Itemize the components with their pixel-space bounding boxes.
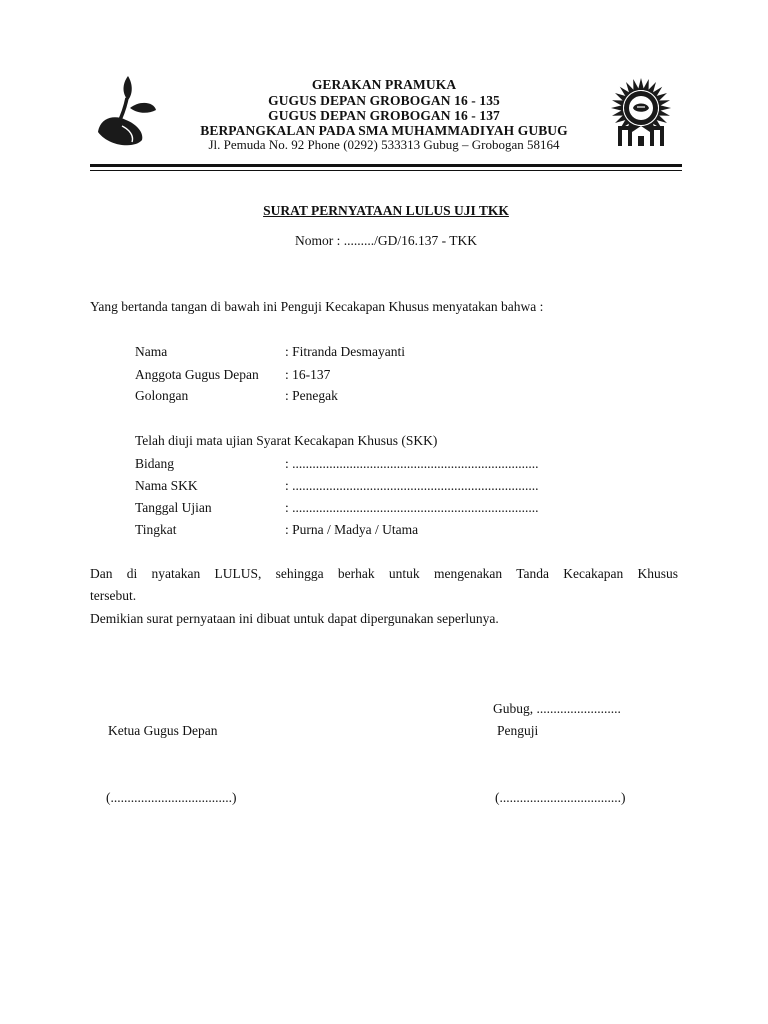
field-value-golongan: : Penegak <box>285 388 338 403</box>
field-label-nama: Nama <box>135 344 168 359</box>
tunas-kelapa-logo-icon <box>92 74 160 150</box>
field-value-bidang: : ......................................................................... <box>285 456 539 471</box>
skk-intro-text: Telah diuji mata ujian Syarat Kecakapan Khusus (SKK) <box>135 433 438 448</box>
field-label-gugus-depan: Anggota Gugus Depan <box>135 367 259 382</box>
letterhead-divider-thick <box>90 164 682 167</box>
address-line: Jl. Pemuda No. 92 Phone (0292) 533313 Gubug – Grobogan 58164 <box>208 137 560 152</box>
declaration-paragraph-end: tersebut. <box>90 588 137 603</box>
signature-name-penguji: (....................................) <box>495 790 626 805</box>
muhammadiyah-logo-icon <box>606 78 676 148</box>
field-value-tanggal-ujian: : ......................................................................... <box>285 500 539 515</box>
field-value-tingkat: : Purna / Madya / Utama <box>285 522 419 537</box>
closing-paragraph: Demikian surat pernyataan ini dibuat untuk dapat dipergunakan seperlunya. <box>90 611 499 626</box>
field-label-tingkat: Tingkat <box>135 522 177 537</box>
org-name: GERAKAN PRAMUKA <box>311 77 457 92</box>
declaration-paragraph: Dan di nyatakan LULUS, sehingga berhak untuk mengenakan Tanda Kecakapan Khusus <box>90 566 678 581</box>
signature-role-ketua: Ketua Gugus Depan <box>108 723 218 738</box>
intro-text: Yang bertanda tangan di bawah ini Penguji Kecakapan Khusus menyatakan bahwa : <box>90 299 544 314</box>
field-value-gugus-depan: : 16-137 <box>285 367 331 382</box>
place-date: Gubug, ......................... <box>493 701 621 716</box>
base-school: BERPANGKALAN PADA SMA MUHAMMADIYAH GUBUG <box>200 123 568 138</box>
gugus-depan-137: GUGUS DEPAN GROBOGAN 16 - 137 <box>268 108 500 123</box>
signature-name-ketua: (....................................) <box>106 790 237 805</box>
field-value-nama-skk: : ......................................................................... <box>285 478 539 493</box>
field-label-nama-skk: Nama SKK <box>135 478 198 493</box>
gugus-depan-135: GUGUS DEPAN GROBOGAN 16 - 135 <box>268 93 500 108</box>
field-label-tanggal-ujian: Tanggal Ujian <box>135 500 212 515</box>
field-label-golongan: Golongan <box>135 388 189 403</box>
letterhead-divider-thin <box>90 170 682 171</box>
field-label-bidang: Bidang <box>135 456 174 471</box>
document-title: SURAT PERNYATAAN LULUS UJI TKK <box>263 203 509 218</box>
document-number: Nomor : ........./GD/16.137 - TKK <box>295 233 477 248</box>
signature-role-penguji: Penguji <box>497 723 539 738</box>
field-value-nama: : Fitranda Desmayanti <box>285 344 405 359</box>
